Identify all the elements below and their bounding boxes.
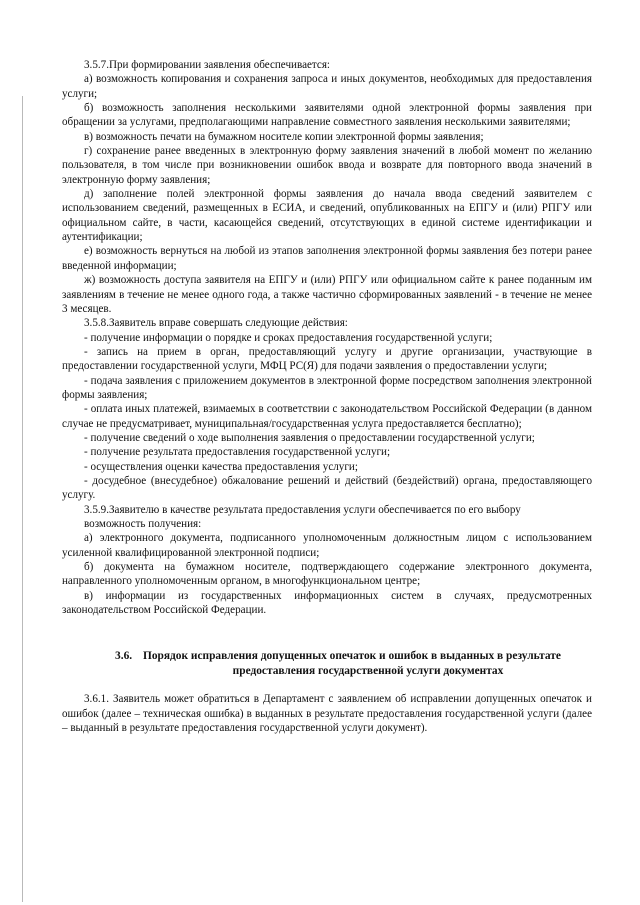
- section-title-line-2: предоставления государственной услуги документах: [232, 664, 504, 677]
- paragraph-3-5-7: 3.5.7.При формировании заявления обеспечивается:: [84, 59, 331, 71]
- paragraph-3-5-8: 3.5.8.Заявитель вправе совершать следующие действия:: [84, 317, 348, 330]
- section-number: 3.6.: [115, 650, 133, 663]
- paragraph-3-6-1: 3.6.1. Заявитель может обратиться в Департамент с заявлением об исправлении допущенных опечаток и ошибок (далее – техническая ошибка) в выданных в результате предоставления государственной услуги (далее – выданный в результате предоставления государственной услуги документ).: [62, 693, 592, 734]
- paragraph-3-5-8-item-8: - досудебное (внесудебное) обжалование решений и действий (бездействий) органа, предоставляющего услугу.: [62, 474, 592, 502]
- paragraph-3-5-8-item-3: - подача заявления с приложением документов в электронной форме посредством заполнения электронной формы заявления;: [62, 374, 592, 401]
- paragraph-3-5-8-item-1: - получение информации о порядке и сроках предоставления государственной услуги;: [84, 331, 493, 344]
- paragraph-3-5-8-item-6: - получение результата предоставления государственной услуги;: [84, 446, 391, 459]
- page-left-rule: [22, 96, 23, 902]
- paragraph-3-5-9-receipt-line: возможность получения:: [84, 518, 202, 530]
- paragraph-3-5-8-item-4: - оплата иных платежей, взимаемых в соответствии с законодательством Российской Федерации (в данном случае не предусматривает, муниципальная/государственная услуга предоставляется бесплатно);: [62, 403, 592, 430]
- paragraph-3-5-8-item-7: - осуществления оценки качества предоставления услуги;: [84, 460, 358, 473]
- paragraph-3-5-7-g: г) сохранение ранее введенных в электронную форму заявления значений в любой момент по желанию пользователя, в том числе при возникновении ошибок ввода и возврате для повторного ввода значений в электронную форму заявления;: [62, 145, 592, 186]
- paragraph-3-5-7-a: а) возможность копирования и сохранения запроса и иных документов, необходимых для предоставления услуги;: [62, 73, 592, 100]
- paragraph-3-5-8-item-2: - запись на прием в орган, предоставляющий услугу и другие организации, участвующие в предоставлении государственной услуги, МФЦ РС(Я) для подачи заявления о предоставлении услуги;: [62, 345, 592, 373]
- paragraph-3-5-9-v: в) информации из государственных информационных систем в случаях, предусмотренных законодательством Российской Федерации.: [62, 589, 592, 617]
- document-content: [62, 58, 592, 735]
- paragraph-3-5-7-v: в) возможность печати на бумажном носителе копии электронной формы заявления;: [84, 130, 484, 143]
- paragraph-3-5-7-d: д) заполнение полей электронной формы заявления до начала ввода сведений заявителем с использованием сведений, размещенных в ЕСИА, и сведений, опубликованных на ЕПГУ и (или) РПГУ или официальном сайте, в части, касающейся сведений, отсутствующих в единой системе идентификации и аутентификации;: [62, 188, 592, 244]
- section-title-line-1: Порядок исправления допущенных опечаток и ошибок в выданных в результате: [142, 650, 561, 663]
- paragraph-3-5-9-a: а) электронного документа, подписанного уполномоченным должностным лицом с использованием усиленной квалифицированной электронной подписи;: [62, 532, 592, 559]
- paragraph-3-5-9-b: б) документа на бумажном носителе, подтверждающего содержание электронного документа, направленного уполномоченным органом, в многофункциональном центре;: [62, 561, 592, 588]
- paragraph-3-5-7-b: б) возможность заполнения несколькими заявителями одной электронной формы заявления при обращении за услугами, предполагающими направление совместного заявления несколькими заявителями;: [62, 102, 592, 129]
- paragraph-3-5-9: 3.5.9.Заявителю в качестве результата предоставления услуги обеспечивается по его выбору: [84, 503, 521, 516]
- paragraph-3-5-8-item-5: - получение сведений о ходе выполнения заявления о предоставлении государственной услуги;: [84, 431, 535, 444]
- section-spacing: [62, 617, 592, 649]
- heading-spacing: [62, 678, 592, 692]
- paragraph-3-5-7-e: е) возможность вернуться на любой из этапов заполнения электронной формы заявления без потери ранее введенной информации;: [62, 245, 592, 272]
- paragraph-3-5-7-zh: ж) возможность доступа заявителя на ЕПГУ и (или) РПГУ или официальном сайте к ранее поданным им заявлениям в течение не менее одного года, а также частично сформированных заявлений - в течение не менее 3 месяцев.: [62, 274, 592, 315]
- section-heading-3-6: [62, 649, 592, 678]
